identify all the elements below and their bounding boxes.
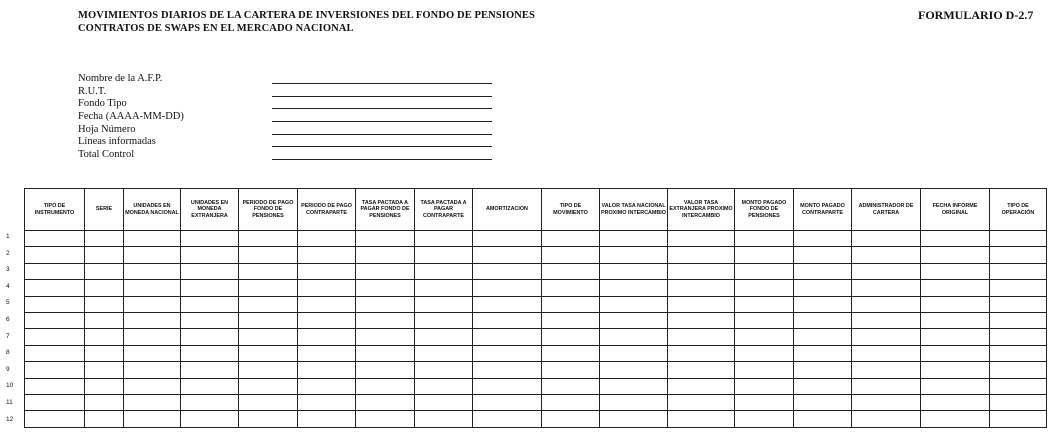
table-cell[interactable]	[600, 296, 668, 312]
table-cell[interactable]	[794, 411, 852, 427]
table-cell[interactable]	[668, 345, 735, 361]
table-cell[interactable]	[124, 312, 181, 328]
table-cell[interactable]	[356, 263, 415, 279]
table-row	[25, 329, 1047, 345]
table-cell[interactable]	[85, 394, 124, 410]
table-cell[interactable]	[298, 263, 356, 279]
table-cell[interactable]	[542, 263, 600, 279]
table-cell[interactable]	[473, 312, 542, 328]
table-cell[interactable]	[25, 345, 85, 361]
table-cell[interactable]	[124, 394, 181, 410]
table-cell[interactable]	[356, 231, 415, 247]
table-cell[interactable]	[239, 345, 298, 361]
table-cell[interactable]	[921, 411, 990, 427]
table-cell[interactable]	[181, 263, 239, 279]
row-number-label: 2	[6, 249, 10, 257]
table-cell[interactable]	[181, 231, 239, 247]
field-input-line[interactable]	[272, 83, 492, 84]
column-header: VALOR TASA NACIONAL PROXIMO INTERCAMBIO	[600, 189, 668, 231]
table-cell[interactable]	[542, 312, 600, 328]
table-cell[interactable]	[181, 378, 239, 394]
table-cell[interactable]	[990, 394, 1047, 410]
table-cell[interactable]	[124, 362, 181, 378]
table-cell[interactable]	[668, 329, 735, 345]
table-cell[interactable]	[181, 345, 239, 361]
table-cell[interactable]	[852, 345, 921, 361]
table-cell[interactable]	[473, 231, 542, 247]
table-cell[interactable]	[668, 378, 735, 394]
table-cell[interactable]	[668, 231, 735, 247]
table-cell[interactable]	[852, 394, 921, 410]
table-cell[interactable]	[600, 247, 668, 263]
table-cell[interactable]	[668, 362, 735, 378]
field-label: Fecha (AAAA-MM-DD)	[78, 111, 184, 123]
table-cell[interactable]	[239, 394, 298, 410]
table-cell[interactable]	[473, 329, 542, 345]
table-row	[25, 362, 1047, 378]
table-cell[interactable]	[239, 362, 298, 378]
table-cell[interactable]	[668, 312, 735, 328]
table-cell[interactable]	[794, 378, 852, 394]
table-row	[25, 312, 1047, 328]
table-cell[interactable]	[85, 263, 124, 279]
column-header: SERIE	[85, 189, 124, 231]
table-cell[interactable]	[124, 345, 181, 361]
column-header: TIPO DE MOVIMIENTO	[542, 189, 600, 231]
table-cell[interactable]	[415, 411, 473, 427]
column-header: MONTO PAGADO CONTRAPARTE	[794, 189, 852, 231]
table-cell[interactable]	[25, 296, 85, 312]
table-cell[interactable]	[542, 411, 600, 427]
table-row	[25, 263, 1047, 279]
table-header-row	[25, 189, 1047, 231]
field-label: R.U.T.	[78, 85, 107, 97]
column-header: ADMINISTRADOR DE CARTERA	[852, 189, 921, 231]
table-cell[interactable]	[415, 231, 473, 247]
column-header: UNIDADES EN MONEDA NACIONAL	[124, 189, 181, 231]
table-cell[interactable]	[298, 378, 356, 394]
table-cell[interactable]	[25, 378, 85, 394]
table-cell[interactable]	[921, 263, 990, 279]
table-cell[interactable]	[181, 312, 239, 328]
table-cell[interactable]	[239, 378, 298, 394]
table-cell[interactable]	[85, 296, 124, 312]
table-cell[interactable]	[794, 296, 852, 312]
field-input-line[interactable]	[272, 96, 492, 97]
table-row	[25, 378, 1047, 394]
table-cell[interactable]	[473, 263, 542, 279]
table-cell[interactable]	[600, 231, 668, 247]
table-cell[interactable]	[124, 296, 181, 312]
table-cell[interactable]	[85, 231, 124, 247]
field-label: Total Control	[78, 149, 135, 161]
table-cell[interactable]	[85, 312, 124, 328]
table-cell[interactable]	[852, 378, 921, 394]
table-cell[interactable]	[25, 231, 85, 247]
row-number-label: 10	[6, 382, 14, 390]
table-cell[interactable]	[124, 231, 181, 247]
field-label: Hoja Número	[78, 123, 136, 135]
table-cell[interactable]	[298, 345, 356, 361]
table-cell[interactable]	[239, 247, 298, 263]
field-label: Nombre de la A.F.P.	[78, 73, 163, 84]
table-cell[interactable]	[990, 362, 1047, 378]
table-cell[interactable]	[668, 411, 735, 427]
table-row	[25, 247, 1047, 263]
table-cell[interactable]	[794, 231, 852, 247]
table-cell[interactable]	[85, 329, 124, 345]
table-cell[interactable]	[852, 263, 921, 279]
table-cell[interactable]	[356, 329, 415, 345]
table-cell[interactable]	[25, 362, 85, 378]
table-cell[interactable]	[990, 378, 1047, 394]
column-header: VALOR TASA EXTRANJERA PROXIMO INTERCAMBIO	[668, 189, 735, 231]
table-cell[interactable]	[239, 411, 298, 427]
table-cell[interactable]	[298, 329, 356, 345]
table-cell[interactable]	[181, 329, 239, 345]
table-cell[interactable]	[181, 296, 239, 312]
table-cell[interactable]	[735, 362, 794, 378]
table-cell[interactable]	[239, 263, 298, 279]
form-code: FORMULARIO D-2.7	[918, 8, 1034, 22]
table-cell[interactable]	[239, 280, 298, 296]
table-cell[interactable]	[668, 247, 735, 263]
row-number-label: 7	[6, 332, 10, 340]
table-cell[interactable]	[356, 280, 415, 296]
table-cell[interactable]	[25, 329, 85, 345]
table-row	[25, 345, 1047, 361]
column-header: TASA PACTADA A PAGAR CONTRAPARTE	[415, 189, 473, 231]
table-cell[interactable]	[990, 312, 1047, 328]
column-header: TASA PACTADA A PAGAR FONDO DE PENSIONES	[356, 189, 415, 231]
table-cell[interactable]	[124, 280, 181, 296]
table-cell[interactable]	[668, 263, 735, 279]
table-cell[interactable]	[600, 312, 668, 328]
table-cell[interactable]	[181, 394, 239, 410]
table-cell[interactable]	[600, 378, 668, 394]
table-cell[interactable]	[921, 280, 990, 296]
table-cell[interactable]	[600, 345, 668, 361]
table-cell[interactable]	[852, 247, 921, 263]
table-cell[interactable]	[852, 231, 921, 247]
table-cell[interactable]	[25, 263, 85, 279]
table-cell[interactable]	[600, 411, 668, 427]
table-cell[interactable]	[600, 362, 668, 378]
field-input-line[interactable]	[272, 134, 492, 135]
table-cell[interactable]	[415, 312, 473, 328]
row-number-label: 9	[6, 365, 10, 373]
table-row	[25, 411, 1047, 427]
table-cell[interactable]	[356, 345, 415, 361]
table-cell[interactable]	[735, 345, 794, 361]
table-row	[25, 231, 1047, 247]
table-cell[interactable]	[542, 280, 600, 296]
table-cell[interactable]	[124, 263, 181, 279]
table-cell[interactable]	[239, 329, 298, 345]
table-cell[interactable]	[124, 378, 181, 394]
table-cell[interactable]	[415, 280, 473, 296]
table-cell[interactable]	[356, 296, 415, 312]
table-cell[interactable]	[415, 296, 473, 312]
table-cell[interactable]	[25, 411, 85, 427]
table-cell[interactable]	[921, 312, 990, 328]
column-header: MONTO PAGADO FONDO DE PENSIONES	[735, 189, 794, 231]
row-number-label: 8	[6, 349, 10, 357]
table-cell[interactable]	[921, 247, 990, 263]
table-cell[interactable]	[921, 394, 990, 410]
table-cell[interactable]	[735, 247, 794, 263]
table-cell[interactable]	[542, 345, 600, 361]
table-cell[interactable]	[542, 231, 600, 247]
table-cell[interactable]	[298, 296, 356, 312]
table-cell[interactable]	[298, 231, 356, 247]
field-input-line[interactable]	[272, 146, 492, 147]
table-cell[interactable]	[921, 345, 990, 361]
table-row	[25, 296, 1047, 312]
table-cell[interactable]	[473, 280, 542, 296]
table-cell[interactable]	[921, 329, 990, 345]
table-cell[interactable]	[735, 296, 794, 312]
table-cell[interactable]	[181, 247, 239, 263]
table-cell[interactable]	[600, 329, 668, 345]
table-cell[interactable]	[921, 378, 990, 394]
field-input-line[interactable]	[272, 108, 492, 109]
table-cell[interactable]	[735, 280, 794, 296]
row-number-label: 11	[6, 398, 13, 406]
field-input-line[interactable]	[272, 121, 492, 122]
table-cell[interactable]	[25, 394, 85, 410]
table-cell[interactable]	[181, 411, 239, 427]
table-cell[interactable]	[239, 296, 298, 312]
table-cell[interactable]	[356, 362, 415, 378]
table-cell[interactable]	[473, 345, 542, 361]
field-label: Fondo Tipo	[78, 98, 127, 110]
table-cell[interactable]	[356, 247, 415, 263]
table-cell[interactable]	[298, 247, 356, 263]
table-cell[interactable]	[990, 345, 1047, 361]
table-cell[interactable]	[85, 345, 124, 361]
table-cell[interactable]	[356, 378, 415, 394]
row-number-label: 3	[6, 266, 10, 274]
table-cell[interactable]	[921, 296, 990, 312]
table-cell[interactable]	[298, 362, 356, 378]
column-header: TIPO DE OPERACIÓN	[990, 189, 1047, 231]
table-cell[interactable]	[415, 362, 473, 378]
table-cell[interactable]	[25, 312, 85, 328]
table-cell[interactable]	[239, 312, 298, 328]
table-cell[interactable]	[356, 394, 415, 410]
table-cell[interactable]	[181, 280, 239, 296]
table-cell[interactable]	[473, 394, 542, 410]
table-cell[interactable]	[852, 312, 921, 328]
column-header: FECHA INFORME ORIGINAL	[921, 189, 990, 231]
table-cell[interactable]	[298, 394, 356, 410]
table-cell[interactable]	[794, 329, 852, 345]
table-cell[interactable]	[794, 280, 852, 296]
movements-table	[24, 188, 1047, 428]
table-cell[interactable]	[542, 329, 600, 345]
table-cell[interactable]	[298, 280, 356, 296]
table-cell[interactable]	[415, 378, 473, 394]
table-cell[interactable]	[852, 411, 921, 427]
table-cell[interactable]	[990, 411, 1047, 427]
table-cell[interactable]	[668, 280, 735, 296]
table-cell[interactable]	[735, 329, 794, 345]
form-title-line2: CONTRATOS DE SWAPS EN EL MERCADO NACIONAL	[78, 23, 354, 34]
table-cell[interactable]	[921, 362, 990, 378]
table-cell[interactable]	[852, 280, 921, 296]
table-cell[interactable]	[990, 263, 1047, 279]
table-cell[interactable]	[990, 247, 1047, 263]
table-cell[interactable]	[85, 362, 124, 378]
row-number-label: 5	[6, 299, 10, 307]
table-cell[interactable]	[473, 362, 542, 378]
field-input-line[interactable]	[272, 159, 492, 160]
column-header: TIPO DE INSTRUMENTO	[25, 189, 85, 231]
column-header: UNIDADES EN MONEDA EXTRANJERA	[181, 189, 239, 231]
table-cell[interactable]	[415, 247, 473, 263]
table-cell[interactable]	[990, 329, 1047, 345]
table-cell[interactable]	[852, 296, 921, 312]
table-cell[interactable]	[124, 411, 181, 427]
row-number-label: 1	[6, 233, 10, 240]
table-cell[interactable]	[600, 280, 668, 296]
table-row	[25, 394, 1047, 410]
table-cell[interactable]	[990, 280, 1047, 296]
table-cell[interactable]	[735, 312, 794, 328]
table-cell[interactable]	[85, 247, 124, 263]
table-cell[interactable]	[794, 312, 852, 328]
table-cell[interactable]	[181, 362, 239, 378]
table-cell[interactable]	[85, 411, 124, 427]
column-header: PERIODO DE PAGO FONDO DE PENSIONES	[239, 189, 298, 231]
table-cell[interactable]	[415, 329, 473, 345]
table-cell[interactable]	[852, 329, 921, 345]
table-row	[25, 280, 1047, 296]
table-cell[interactable]	[735, 378, 794, 394]
table-cell[interactable]	[794, 345, 852, 361]
table-cell[interactable]	[600, 394, 668, 410]
table-cell[interactable]	[415, 394, 473, 410]
table-cell[interactable]	[794, 362, 852, 378]
table-cell[interactable]	[794, 263, 852, 279]
table-cell[interactable]	[735, 394, 794, 410]
table-cell[interactable]	[473, 378, 542, 394]
table-cell[interactable]	[990, 231, 1047, 247]
table-cell[interactable]	[668, 394, 735, 410]
table-cell[interactable]	[735, 411, 794, 427]
table-cell[interactable]	[298, 411, 356, 427]
table-cell[interactable]	[921, 231, 990, 247]
table-cell[interactable]	[542, 296, 600, 312]
table-cell[interactable]	[990, 296, 1047, 312]
table-cell[interactable]	[668, 296, 735, 312]
table-cell[interactable]	[735, 231, 794, 247]
table-cell[interactable]	[356, 411, 415, 427]
table-cell[interactable]	[124, 329, 181, 345]
table-cell[interactable]	[25, 247, 85, 263]
table-cell[interactable]	[473, 247, 542, 263]
table-cell[interactable]	[298, 312, 356, 328]
row-number-label: 12	[6, 415, 14, 423]
column-header: AMORTIZACION	[473, 189, 542, 231]
row-number-label: 4	[6, 282, 10, 290]
table-cell[interactable]	[85, 378, 124, 394]
table-cell[interactable]	[542, 247, 600, 263]
table-cell[interactable]	[735, 263, 794, 279]
table-cell[interactable]	[542, 394, 600, 410]
table-cell[interactable]	[239, 231, 298, 247]
form-title-line1: MOVIMIENTOS DIARIOS DE LA CARTERA DE INVERSIONES DEL FONDO DE PENSIONES	[78, 10, 535, 21]
row-number-label: 6	[6, 315, 10, 323]
field-label: Líneas informadas	[78, 136, 156, 148]
table-cell[interactable]	[85, 280, 124, 296]
column-header: PERIODO DE PAGO CONTRAPARTE	[298, 189, 356, 231]
table-cell[interactable]	[415, 263, 473, 279]
table-cell[interactable]	[415, 345, 473, 361]
table-cell[interactable]	[542, 362, 600, 378]
table-cell[interactable]	[852, 362, 921, 378]
table-cell[interactable]	[473, 296, 542, 312]
table-cell[interactable]	[356, 312, 415, 328]
table-cell[interactable]	[542, 378, 600, 394]
table-cell[interactable]	[25, 280, 85, 296]
table-cell[interactable]	[794, 394, 852, 410]
table-cell[interactable]	[124, 247, 181, 263]
table-cell[interactable]	[600, 263, 668, 279]
table-cell[interactable]	[473, 411, 542, 427]
table-cell[interactable]	[794, 247, 852, 263]
